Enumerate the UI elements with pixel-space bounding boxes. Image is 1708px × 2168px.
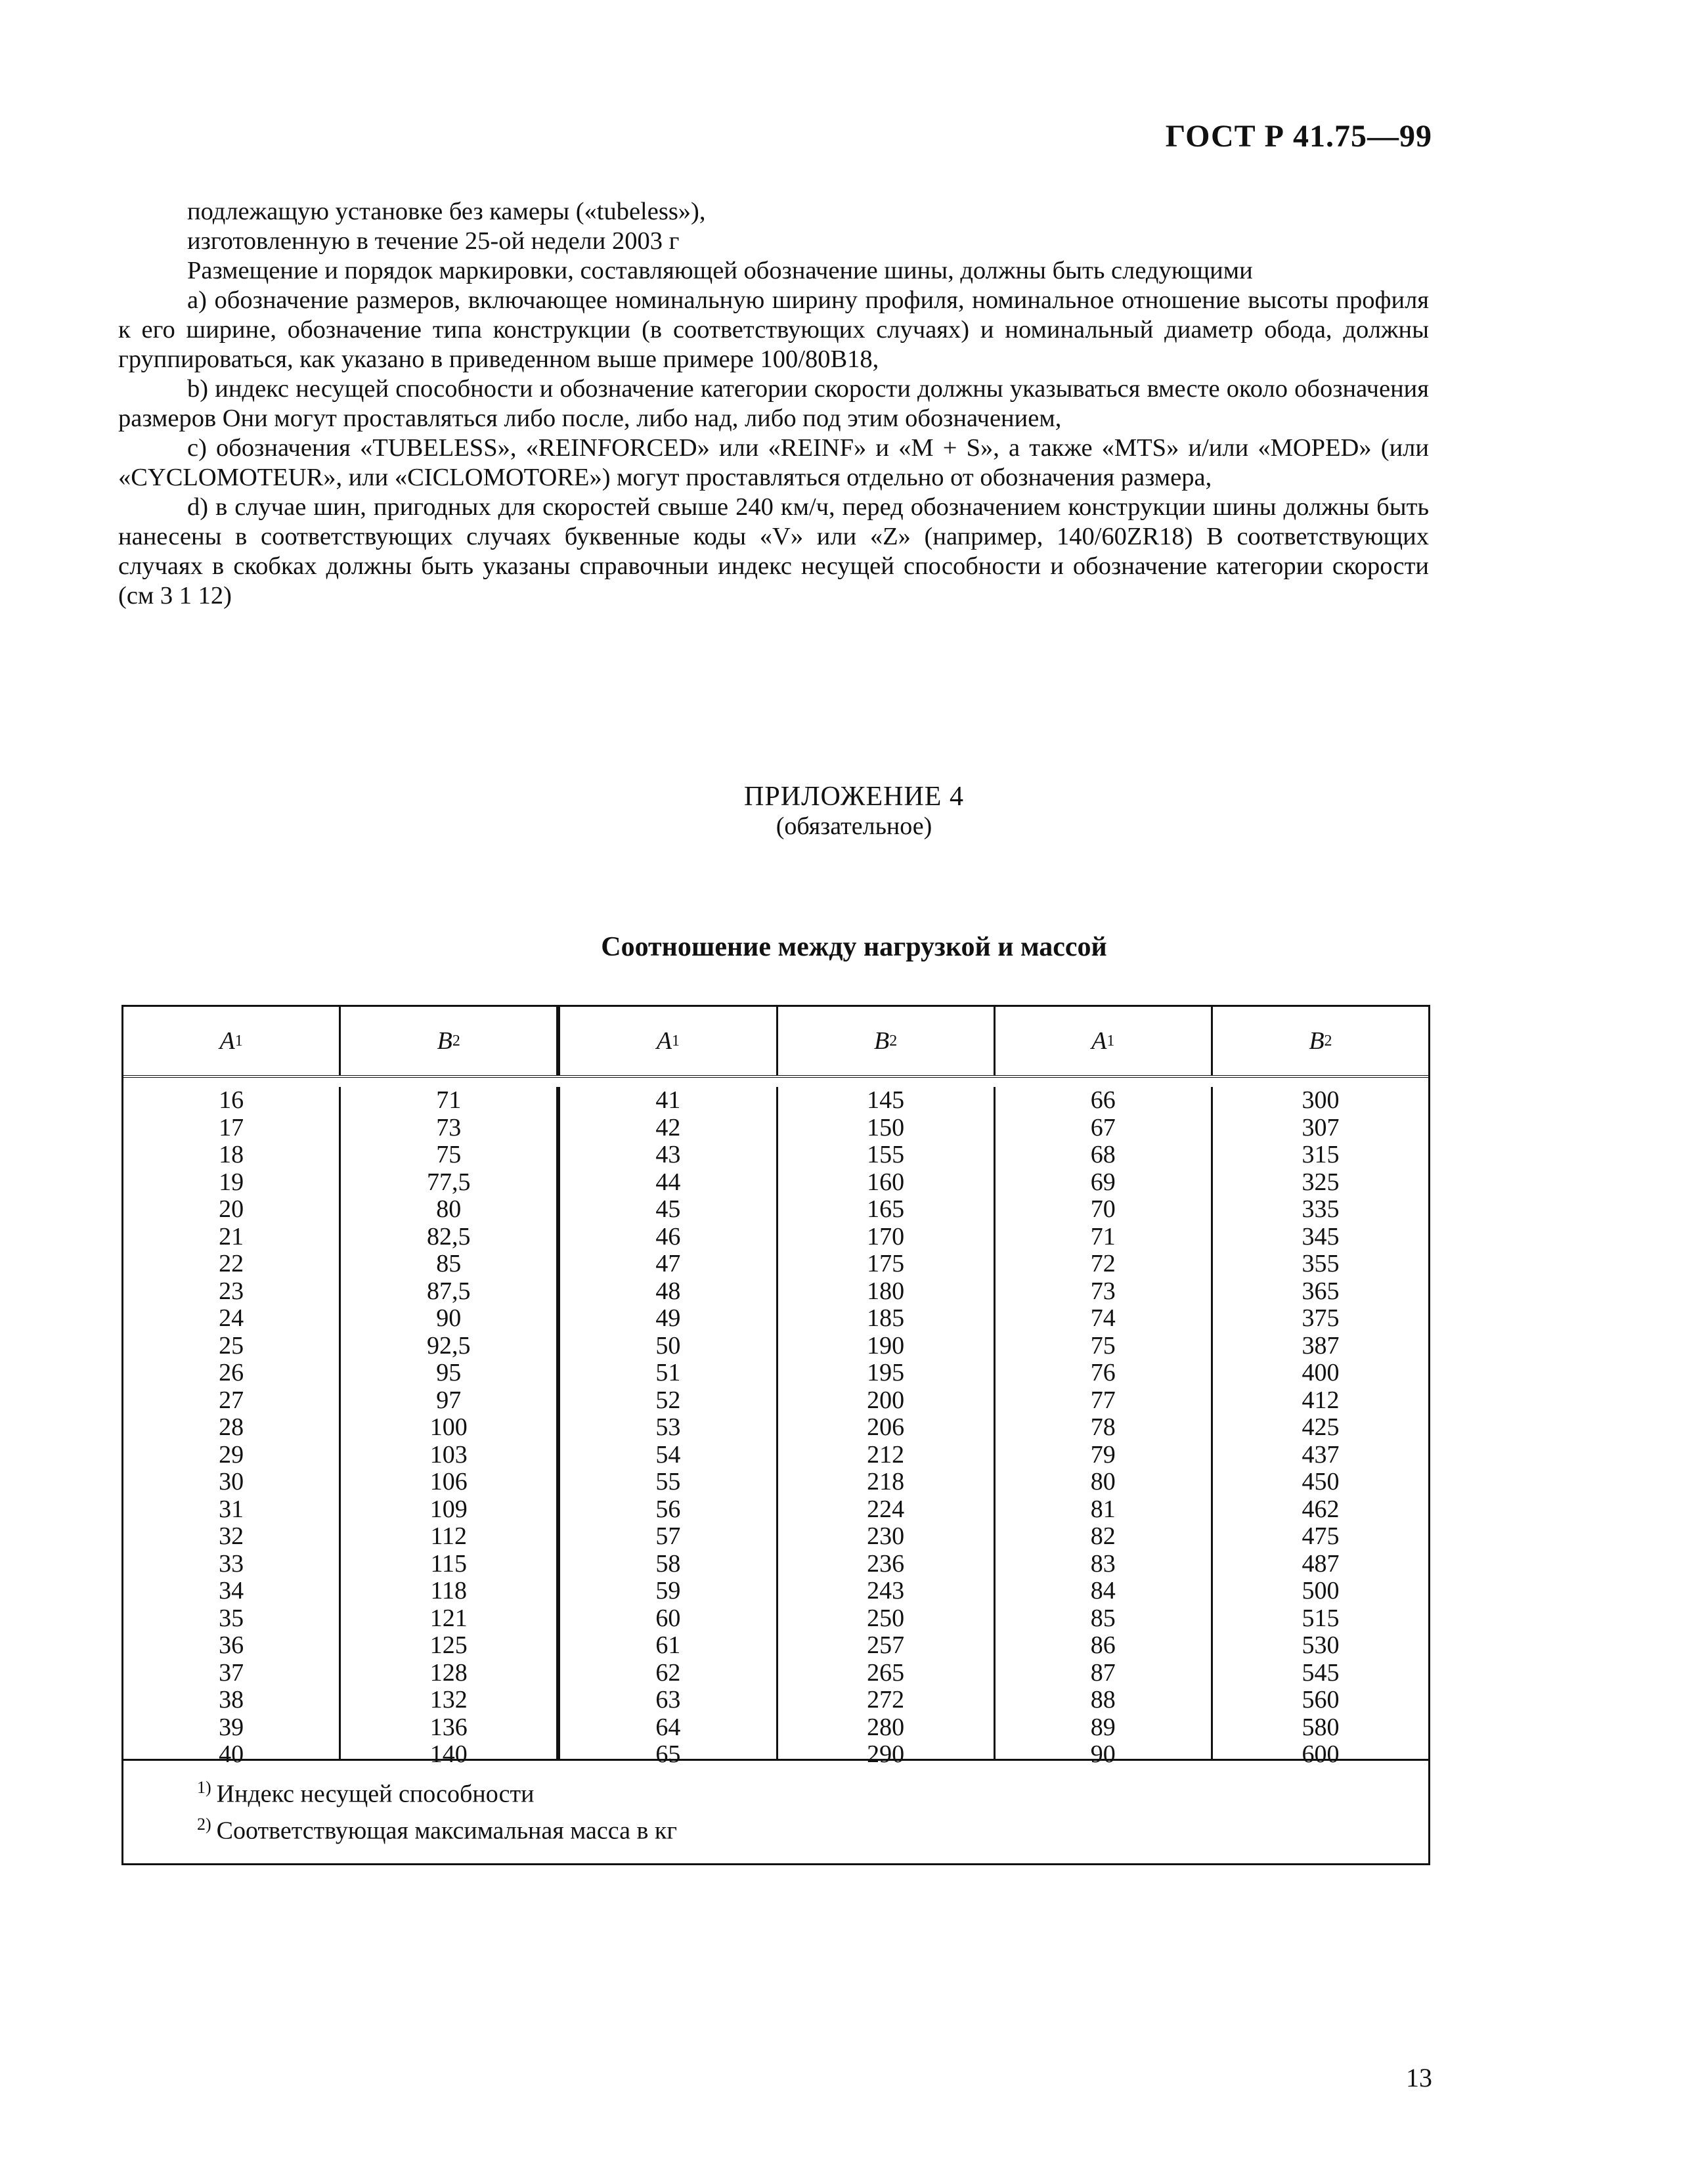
table-cell: 300 [1302,1086,1340,1114]
table-cell: 64 [655,1713,681,1741]
table-cell: 26 [219,1359,244,1386]
column-header-sup: 2 [1324,1032,1332,1050]
table-cell: 280 [867,1713,905,1741]
table-cell: 412 [1302,1386,1340,1414]
table-cell: 450 [1302,1468,1340,1495]
table-cell: 73 [436,1113,462,1141]
table-cell: 70 [1090,1195,1116,1223]
table-cell: 103 [429,1440,468,1469]
table-cell: 45 [655,1195,681,1223]
table-cell: 16 [219,1086,244,1114]
table-cell: 160 [867,1168,905,1196]
column-header-letter: B [873,1027,890,1055]
table-cell: 36 [219,1631,244,1659]
footnote [197,1773,1428,1809]
table-cell: 150 [867,1113,905,1141]
table-column [123,1086,341,1768]
column-header-letter: B [437,1027,452,1055]
table-cell: 155 [867,1141,905,1168]
table-cell: 48 [655,1277,681,1305]
table-cell: 25 [219,1331,244,1360]
table-cell: 125 [429,1631,468,1659]
table-cell: 355 [1302,1250,1340,1277]
table-cell: 20 [219,1195,244,1223]
table-cell: 92,5 [427,1331,471,1360]
column-header [123,1007,341,1075]
table-cell: 87,5 [427,1277,471,1305]
table-cell: 53 [655,1413,681,1441]
column-header-letter: A [219,1027,235,1055]
table-header-row [123,1007,1428,1078]
table-cell: 18 [219,1141,244,1168]
table-column [996,1086,1213,1768]
table-cell: 74 [1090,1304,1116,1332]
table-cell: 218 [867,1468,905,1495]
table-cell: 500 [1302,1577,1340,1604]
body-line: Размещение и порядок маркировки, составляющей обозначение шины, должны быть следующими [187,257,1253,284]
table-cell: 212 [867,1440,905,1469]
table-cell: 19 [219,1168,244,1196]
table-cell: 27 [219,1386,244,1414]
table-cell: 62 [655,1658,681,1687]
body-text [118,197,1429,611]
table-cell: 515 [1302,1604,1340,1632]
table-cell: 82,5 [427,1222,471,1250]
table-cell: 90 [1090,1740,1116,1768]
annex-subtitle: (обязательное) [776,812,932,840]
table-cell: 79 [1090,1440,1116,1469]
table-cell: 71 [436,1086,462,1114]
table-cell: 43 [655,1141,681,1168]
table-cell: 23 [219,1277,244,1305]
column-header-sup: 2 [452,1032,460,1050]
table-cell: 21 [219,1222,244,1250]
table-cell: 580 [1302,1713,1340,1741]
table-cell: 71 [1090,1222,1116,1250]
table-cell: 33 [219,1549,244,1578]
column-header-sup: 2 [889,1032,898,1050]
table-cell: 67 [1090,1113,1116,1141]
table-cell: 170 [867,1222,905,1250]
table-cell: 425 [1302,1413,1340,1441]
table-cell: 60 [655,1604,681,1632]
table-notes [123,1761,1428,1846]
table-cell: 180 [867,1277,905,1305]
table-cell: 224 [867,1495,905,1523]
table-cell: 32 [219,1522,244,1550]
table-cell: 49 [655,1304,681,1332]
column-header-letter: A [1091,1027,1107,1055]
table-cell: 185 [867,1304,905,1332]
table-cell: 59 [655,1577,681,1604]
table-cell: 257 [867,1631,905,1659]
body-item-b: b) индекс несущей способности и обозначение категории скорости должны указываться вместе около обозначения размеров Они могут проставляться либо после, либо над, либо под этим обозначением, [118,375,1429,432]
table-cell: 69 [1090,1168,1116,1196]
table-cell: 437 [1302,1440,1340,1469]
footnote-text: Индекс несущей способности [216,1780,535,1808]
table-cell: 77,5 [427,1168,471,1196]
table-cell: 325 [1302,1168,1340,1196]
footnote-text: Соответствующая максимальная масса в кг [216,1817,677,1845]
table-cell: 200 [867,1386,905,1414]
body-line: изготовленную в течение 25-ой недели 2003 г [187,227,680,255]
column-header [778,1007,996,1075]
table-title: Соотношение между нагрузкой и массой [601,932,1107,962]
table-cell: 24 [219,1304,244,1332]
footnote [197,1809,1428,1846]
column-header-letter: B [1309,1027,1325,1055]
table-cell: 115 [430,1549,468,1578]
table-cell: 85 [1090,1604,1116,1632]
table-cell: 100 [429,1413,468,1441]
table-cell: 40 [219,1740,244,1768]
table-cell: 39 [219,1713,244,1741]
table-cell: 600 [1302,1740,1340,1768]
table-cell: 545 [1302,1658,1340,1687]
table-cell: 68 [1090,1141,1116,1168]
table-cell: 44 [655,1168,681,1196]
table-cell: 17 [219,1113,244,1141]
table-cell: 85 [436,1250,462,1277]
table-column [558,1086,777,1768]
table-cell: 29 [219,1440,244,1469]
table-cell: 46 [655,1222,681,1250]
table-cell: 61 [655,1631,681,1659]
table-column [778,1086,996,1768]
table-cell: 195 [867,1359,905,1386]
table-cell: 54 [655,1440,681,1469]
table-cell: 75 [436,1141,462,1168]
table-cell: 63 [655,1686,681,1714]
table-cell: 81 [1090,1495,1116,1523]
table-cell: 52 [655,1386,681,1414]
table-cell: 475 [1302,1522,1340,1550]
column-header [341,1007,558,1075]
document-code: ГОСТ Р 41.75—99 [1165,119,1432,154]
table-cell: 365 [1302,1277,1340,1305]
footnote-mark: 1) [197,1778,211,1797]
table-cell: 42 [655,1113,681,1141]
table-cell: 51 [655,1359,681,1386]
table-cell: 335 [1302,1195,1340,1223]
table-cell: 118 [430,1577,468,1604]
column-header [1213,1007,1428,1075]
table-cell: 175 [867,1250,905,1277]
table-cell: 80 [1090,1468,1116,1495]
table-cell: 206 [867,1413,905,1441]
table-cell: 272 [867,1686,905,1714]
load-mass-table [121,1005,1430,1865]
table-cell: 50 [655,1331,681,1360]
table-cell: 72 [1090,1250,1116,1277]
column-header-sup: 1 [234,1032,243,1050]
table-cell: 95 [436,1359,462,1386]
table-cell: 90 [436,1304,462,1332]
column-header-letter: A [656,1027,672,1055]
table-cell: 230 [867,1522,905,1550]
table-cell: 97 [436,1386,462,1414]
body-item-c: c) обозначения «TUBELESS», «REINFORCED» или «REINF» и «M + S», а также «MTS» и/или «MOPED» (или «CYCLOMOTEUR», или «CICLOMOTORE») могут проставляться отдельно от обозначения размера, [118,434,1429,491]
table-cell: 28 [219,1413,244,1441]
column-header-sup: 1 [1106,1032,1115,1050]
table-cell: 47 [655,1250,681,1277]
table-cell: 190 [867,1331,905,1360]
annex-heading [0,782,1708,841]
table-cell: 80 [436,1195,462,1223]
table-cell: 88 [1090,1686,1116,1714]
table-cell: 315 [1302,1141,1340,1168]
table-cell: 462 [1302,1495,1340,1523]
table-column [341,1086,558,1768]
table-body [123,1078,1428,1768]
column-header-sup: 1 [672,1032,680,1050]
footnote-mark: 2) [197,1814,211,1834]
table-cell: 56 [655,1495,681,1523]
table-cell: 78 [1090,1413,1116,1441]
column-header [996,1007,1213,1075]
table-cell: 55 [655,1468,681,1495]
table-cell: 345 [1302,1222,1340,1250]
table-cell: 530 [1302,1631,1340,1659]
body-item-d: d) в случае шин, пригодных для скоростей свыше 240 км/ч, перед обозначением конструкции шины должны быть нанесены в соответствующих случаях буквенные коды «V» или «Z» (например, 140/60ZR18) В соответствующих случаях в скобках должны быть указаны справочныи индекс несущей способности и обозначение категории скорости (см 3 1 12) [118,493,1429,609]
table-cell: 307 [1302,1113,1340,1141]
table-cell: 290 [867,1740,905,1768]
table-cell: 34 [219,1577,244,1604]
table-cell: 75 [1090,1331,1116,1360]
table-cell: 22 [219,1250,244,1277]
table-cell: 57 [655,1522,681,1550]
table-cell: 560 [1302,1686,1340,1714]
table-cell: 38 [219,1686,244,1714]
table-cell: 84 [1090,1577,1116,1604]
table-cell: 236 [867,1549,905,1578]
table-column [1213,1086,1428,1768]
table-cell: 265 [867,1658,905,1687]
table-cell: 87 [1090,1658,1116,1687]
table-cell: 77 [1090,1386,1116,1414]
table-cell: 86 [1090,1631,1116,1659]
table-cell: 145 [867,1086,905,1114]
table-cell: 250 [867,1604,905,1632]
table-cell: 400 [1302,1359,1340,1386]
table-cell: 30 [219,1468,244,1495]
table-cell: 83 [1090,1549,1116,1578]
table-cell: 35 [219,1604,244,1632]
table-cell: 65 [655,1740,681,1768]
table-cell: 82 [1090,1522,1116,1550]
table-cell: 140 [429,1740,468,1768]
table-cell: 73 [1090,1277,1116,1305]
table-cell: 66 [1090,1086,1116,1114]
table-cell: 121 [429,1604,468,1632]
table-cell: 243 [867,1577,905,1604]
table-cell: 128 [429,1658,468,1687]
table-cell: 165 [867,1195,905,1223]
table-cell: 136 [429,1713,468,1741]
table-cell: 31 [219,1495,244,1523]
table-cell: 387 [1302,1331,1340,1360]
column-header [558,1007,777,1075]
table-cell: 37 [219,1658,244,1687]
table-cell: 41 [655,1086,681,1114]
body-item-a: a) обозначение размеров, включающее номинальную ширину профиля, номинальное отношение высоты профиля к его ширине, обозначение типа конструкции (в соответствующих случаях) и номинальный диаметр обода, должны группироваться, как указано в приведенном выше примере 100/80B18, [118,286,1429,373]
annex-title: ПРИЛОЖЕНИЕ 4 [744,782,964,812]
table-cell: 76 [1090,1359,1116,1386]
table-cell: 58 [655,1549,681,1578]
table-cell: 89 [1090,1713,1116,1741]
table-cell: 487 [1302,1549,1340,1578]
table-cell: 112 [430,1522,468,1550]
table-cell: 106 [429,1468,468,1495]
table-cell: 132 [429,1686,468,1714]
table-cell: 375 [1302,1304,1340,1332]
table-cell: 109 [429,1495,468,1523]
body-line: подлежащую установке без камеры («tubeless»), [187,198,706,225]
page-number: 13 [1406,2063,1432,2092]
